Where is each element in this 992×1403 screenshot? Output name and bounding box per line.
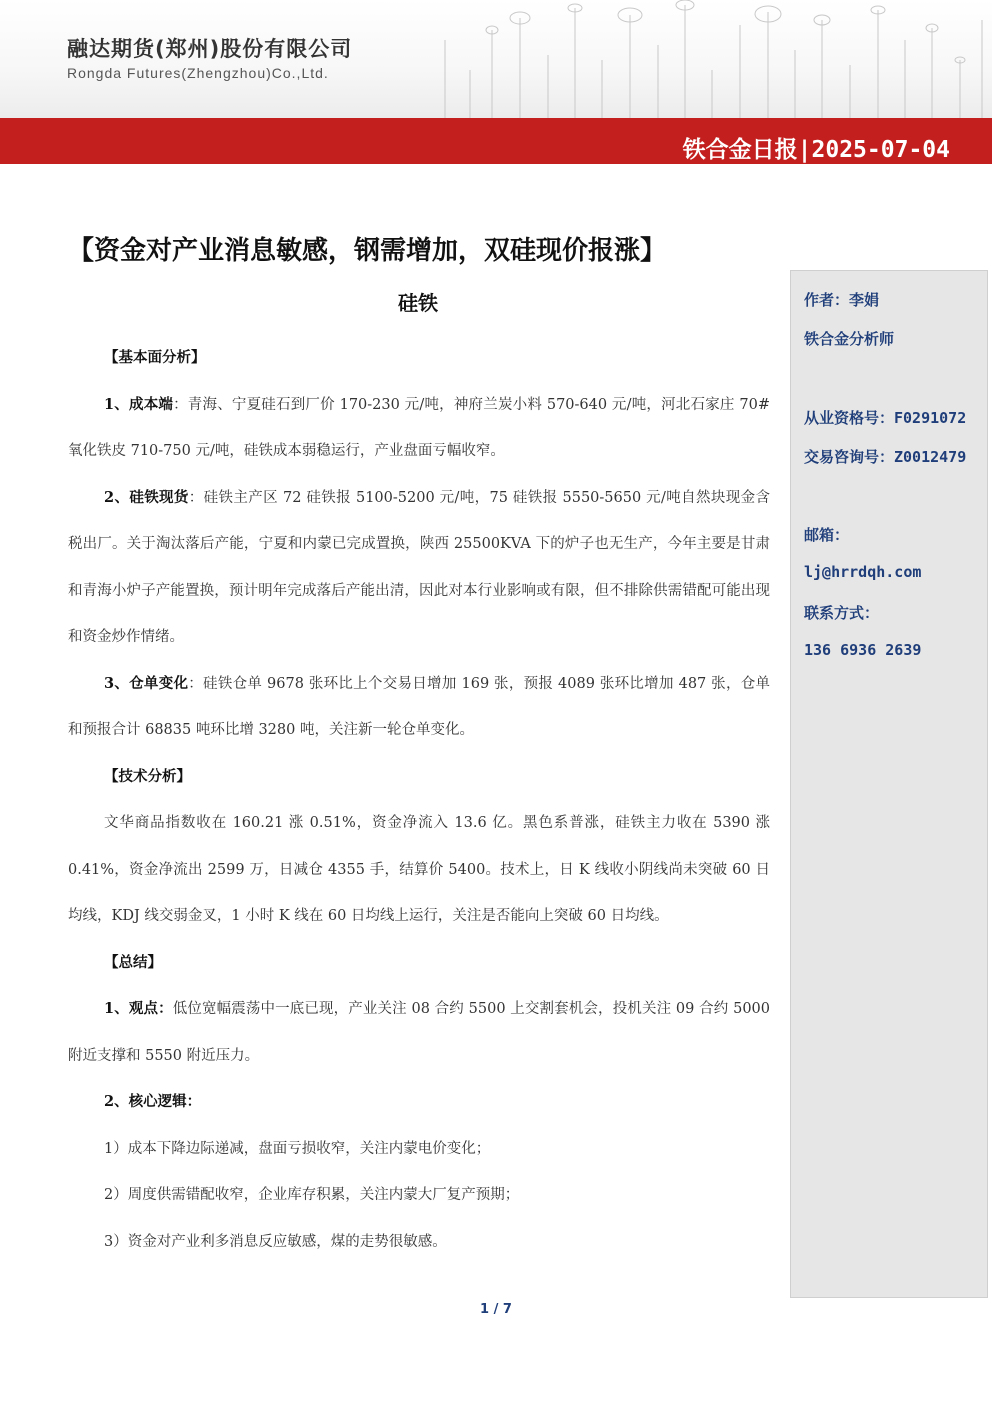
logic-item: 2）周度供需错配收窄，企业库存积累，关注内蒙大厂复产预期； xyxy=(104,1187,520,1203)
section-heading-fundamentals: 【基本面分析】 xyxy=(104,349,206,366)
paragraph-text: 低位宽幅震荡中一底已现，产业关注 08 合约 5500 上交割套机会，投机关注 09 合约 5000 附近支撑和 5550 附近压力。 xyxy=(68,1001,771,1064)
paragraph-warrants xyxy=(68,661,770,754)
page-title: 【资金对产业消息敏感，钢需增加，双硅现价报涨】 xyxy=(68,236,667,266)
section-heading-summary: 【总结】 xyxy=(104,953,162,971)
license-number: 从业资格号：F0291072 xyxy=(804,409,967,427)
consult-number: 交易咨询号：Z0012479 xyxy=(804,448,967,466)
paragraph-text: ：青海、宁夏硅石到厂价 170-230 元/吨，神府兰炭小料 570-640 元/吨，河北石家庄 70#氧化铁皮 710-750 元/吨，硅铁成本弱稳运行，产业盘面亏幅收窄。 xyxy=(68,396,770,459)
author-sidebar xyxy=(790,270,988,1298)
email-link[interactable]: lj@hrrdqh.com xyxy=(804,563,922,581)
paragraph-label: 1、观点： xyxy=(104,1000,173,1017)
email-label: 邮箱： xyxy=(804,526,850,544)
contact-label: 联系方式： xyxy=(804,604,880,622)
logic-item: 1）成本下降边际递减，盘面亏损收窄，关注内蒙电价变化； xyxy=(104,1140,491,1157)
page-subtitle: 硅铁 xyxy=(398,291,438,315)
paragraph-cost xyxy=(68,382,770,475)
report-body xyxy=(68,335,770,1265)
logic-item: 3）资金对产业利多消息反应敏感，煤的走势很敏感。 xyxy=(104,1233,447,1250)
paragraph-label: 2、硅铁现货 xyxy=(104,488,189,506)
paragraph-text: ：硅铁仓单 9678 张环比上个交易日增加 169 张，预报 4089 张环比增加 487 张，仓单和预报合计 68835 吨环比增 3280 吨，关注新一轮仓单变化。 xyxy=(68,675,771,738)
paragraph-technical: 文华商品指数收在 160.21 涨 0.51%，资金净流入 13.6 亿。黑色系普涨，硅铁主力收在 5390 涨 0.41%，资金净流出 2599 万，日减仓 4355 手，结算价 5400。技术上，日 K 线收小阴线尚未突破 60 日均线，KDJ 线交弱金叉，1 小时 K 线在 60 日均线上运行，关注是否能向上突破 60 日均线。 xyxy=(68,815,770,924)
page-header xyxy=(0,0,992,118)
paragraph-label: 3、仓单变化 xyxy=(104,674,189,692)
report-title: 铁合金日报|2025-07-04 xyxy=(682,137,950,163)
report-banner xyxy=(0,118,992,164)
phone-number: 136 6936 2639 xyxy=(804,641,922,659)
company-name-cn: 融达期货(郑州)股份有限公司 xyxy=(67,37,353,61)
paragraph-text: ：硅铁主产区 72 硅铁报 5100-5200 元/吨，75 硅铁报 5550-5650 元/吨自然块现金含税出厂。关于淘汰落后产能，宁夏和内蒙已完成置换，陕西 25500KVA 下的炉子也无生产，今年主要是甘肃和青海小炉子产能置换，预计明年完成落后产能出清，因此对本行业影响或有限，但不排除供需错配可能出现和资金炒作情绪。 xyxy=(68,489,770,645)
company-name-en: Rongda Futures(Zhengzhou)Co.,Ltd. xyxy=(67,65,329,81)
author-name: 作者：李娟 xyxy=(804,291,880,309)
paragraph-label: 1、成本端 xyxy=(104,395,174,413)
section-heading-technical: 【技术分析】 xyxy=(104,767,191,785)
author-role: 铁合金分析师 xyxy=(804,330,895,348)
paragraph-spot xyxy=(68,475,770,661)
page-number: 1 / 7 xyxy=(480,1302,512,1317)
paragraph-view xyxy=(68,986,770,1079)
core-logic-label: 2、核心逻辑： xyxy=(104,1093,202,1110)
decorative-lines-graphic xyxy=(430,0,992,118)
